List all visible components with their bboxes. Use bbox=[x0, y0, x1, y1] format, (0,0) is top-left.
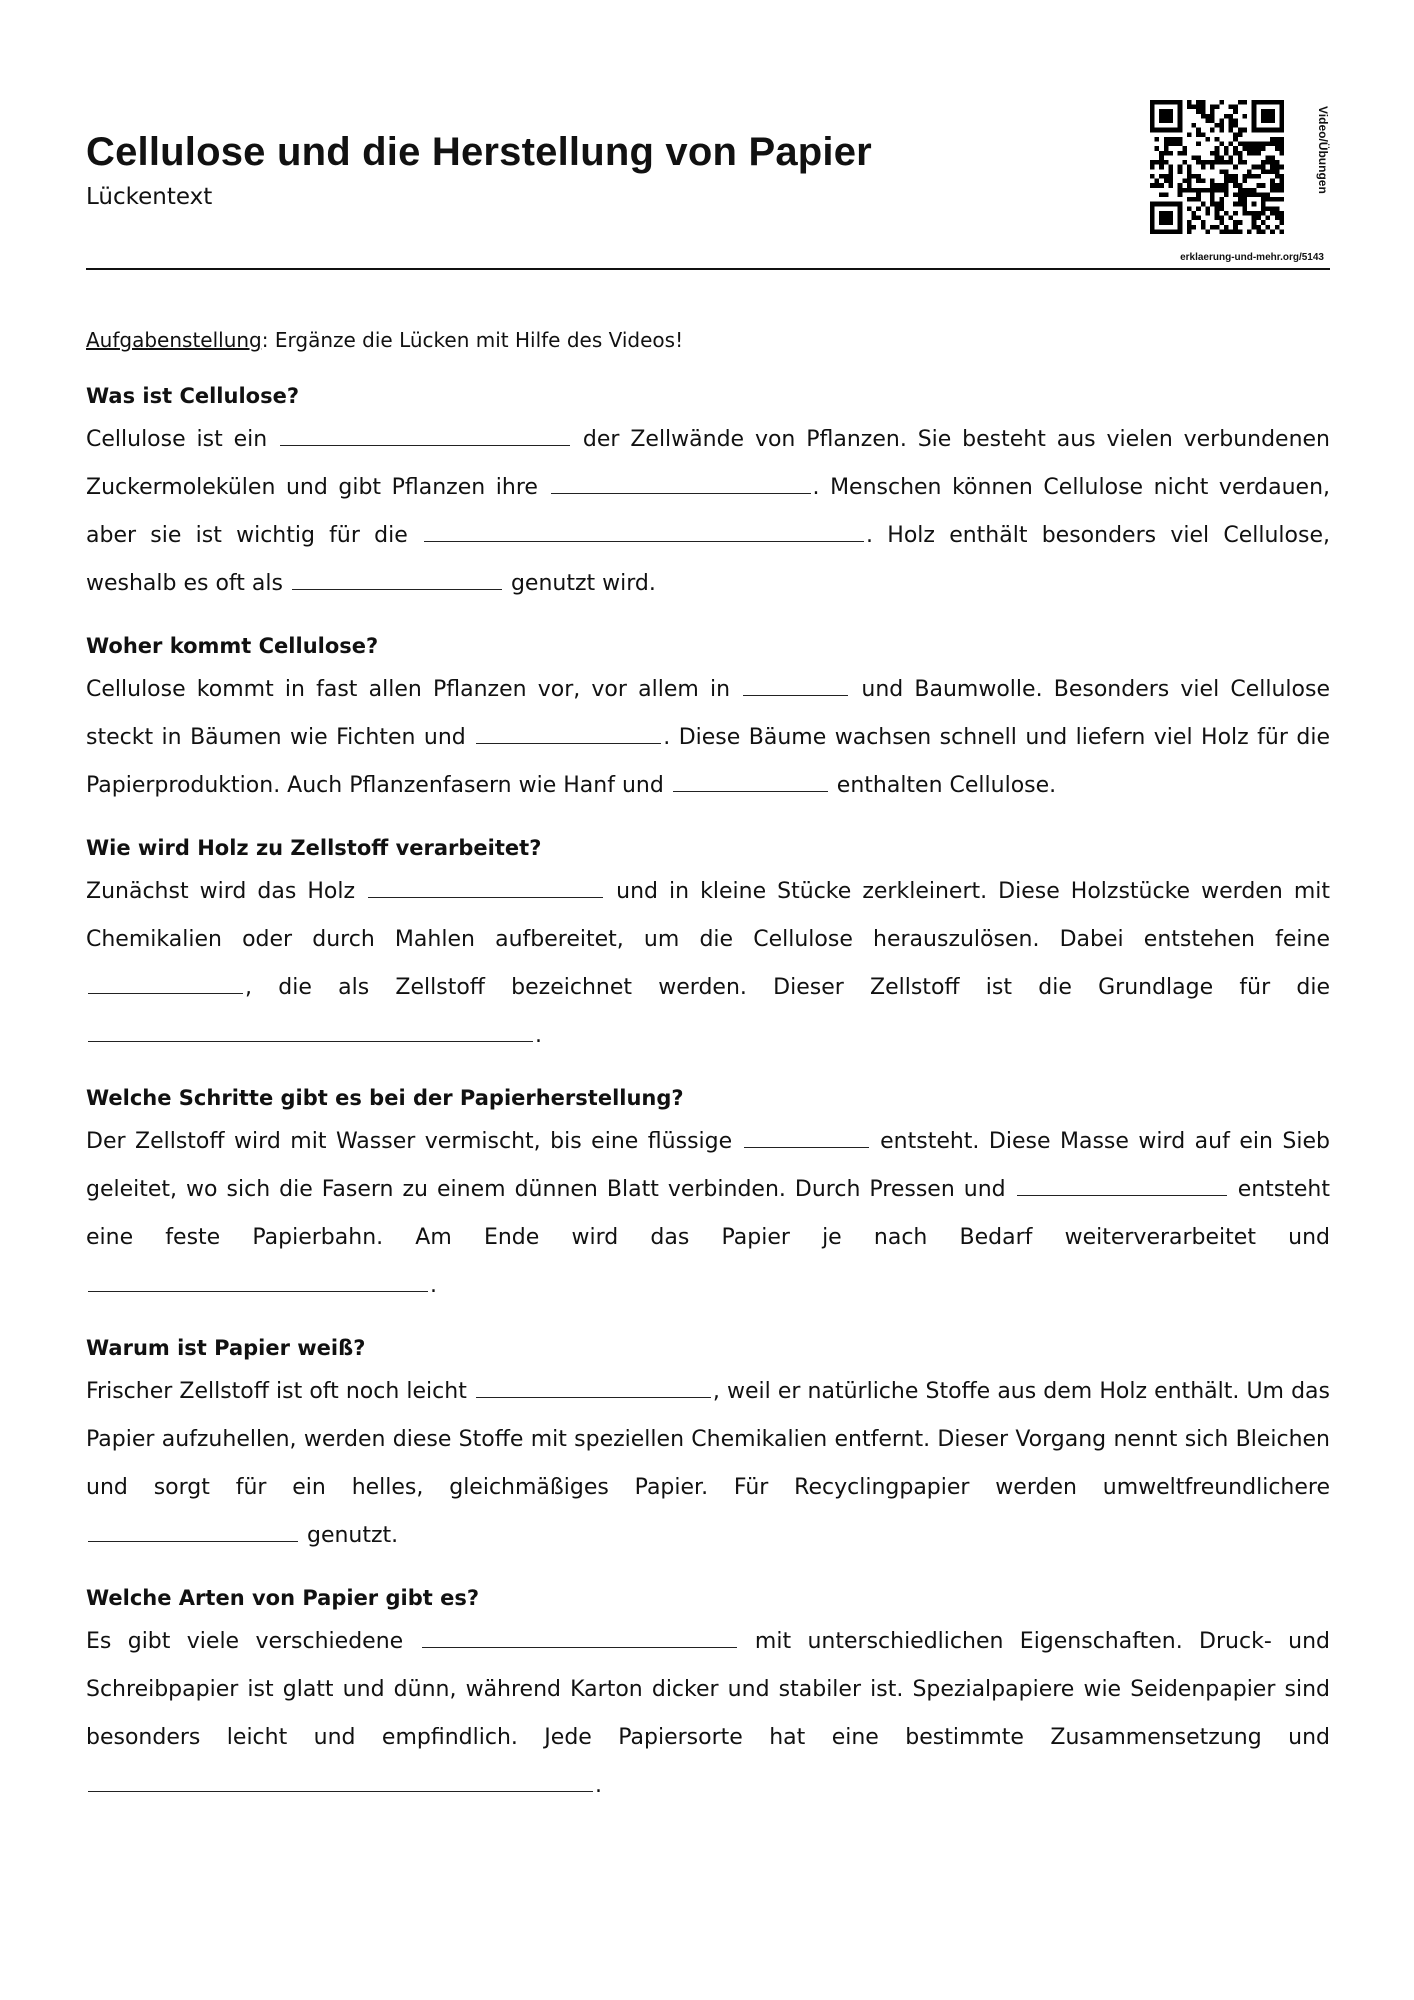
section-heading: Welche Schritte gibt es bei der Papierherstellung? bbox=[86, 1086, 684, 1110]
blank-gap[interactable] bbox=[422, 1627, 737, 1648]
section-text bbox=[86, 666, 1330, 810]
text-fragment: Frischer Zellstoff ist oft noch leicht bbox=[86, 1379, 474, 1404]
header-divider bbox=[86, 268, 1330, 270]
qr-code-icon[interactable] bbox=[1150, 100, 1284, 234]
text-fragment: und in kleine Stücke zerkleinert. Diese Holzstücke werden mit Chemikalien oder durch Mahlen aufbereitet, um die Cellulose herauszulösen. Dabei entstehen feine bbox=[86, 879, 1330, 952]
text-fragment: , weil er natürliche Stoffe aus dem Holz enthält. Um das Papier aufzuhellen, werden diese Stoffe mit speziellen Chemikalien entfernt. Dieser Vorgang nennt sich Bleichen und sorgt für ein helles, gleichmäßiges Papier. Für Recyclingpapier werden umweltfreundlichere bbox=[86, 1379, 1330, 1500]
section-text bbox=[86, 1118, 1330, 1310]
blank-gap[interactable] bbox=[292, 569, 502, 590]
text-fragment: Der Zellstoff wird mit Wasser vermischt, bis eine flüssige bbox=[86, 1129, 742, 1154]
worksheet-title: Cellulose und die Herstellung von Papier bbox=[86, 130, 872, 174]
section bbox=[86, 828, 1330, 1060]
source-url[interactable]: erklaerung-und-mehr.org/5143 bbox=[1180, 252, 1324, 263]
blank-gap[interactable] bbox=[424, 521, 864, 542]
section-text bbox=[86, 868, 1330, 1060]
text-fragment: . bbox=[535, 1023, 542, 1048]
blank-gap[interactable] bbox=[88, 1771, 593, 1792]
blank-gap[interactable] bbox=[743, 675, 848, 696]
text-fragment: . Menschen können Cellulose nicht verdauen, aber sie ist wichtig für die bbox=[86, 475, 1330, 548]
section-heading: Woher kommt Cellulose? bbox=[86, 634, 379, 658]
section bbox=[86, 1578, 1330, 1810]
text-fragment: . Holz enthält besonders viel Cellulose, weshalb es oft als bbox=[86, 523, 1330, 596]
worksheet-header bbox=[86, 100, 1330, 270]
blank-gap[interactable] bbox=[744, 1127, 869, 1148]
blank-gap[interactable] bbox=[88, 1021, 533, 1042]
qr-label: Video/Übungen bbox=[1316, 106, 1330, 194]
blank-gap[interactable] bbox=[1017, 1175, 1227, 1196]
text-fragment: , die als Zellstoff bezeichnet werden. Dieser Zellstoff ist die Grundlage für die bbox=[245, 975, 1330, 1000]
sections-container bbox=[86, 376, 1330, 1810]
blank-gap[interactable] bbox=[280, 425, 570, 446]
blank-gap[interactable] bbox=[551, 473, 811, 494]
text-fragment: entsteht eine feste Papierbahn. Am Ende wird das Papier je nach Bedarf weiterverarbeitet und bbox=[86, 1177, 1330, 1250]
text-fragment: Es gibt viele verschiedene bbox=[86, 1629, 420, 1654]
task-label: Aufgabenstellung bbox=[86, 328, 262, 352]
blank-gap[interactable] bbox=[88, 1521, 298, 1542]
section bbox=[86, 1328, 1330, 1560]
text-fragment: entsteht. Diese Masse wird auf ein Sieb geleitet, wo sich die Fasern zu einem dünnen Blatt verbinden. Durch Pressen und bbox=[86, 1129, 1330, 1202]
blank-gap[interactable] bbox=[88, 1271, 428, 1292]
section bbox=[86, 376, 1330, 608]
section-text bbox=[86, 416, 1330, 608]
text-fragment: mit unterschiedlichen Eigenschaften. Druck- und Schreibpapier ist glatt und dünn, während Karton dicker und stabiler ist. Spezialpapiere wie Seidenpapier sind besonders leicht und empfindlich. Jede Papiersorte hat eine bestimmte Zusammensetzung und bbox=[86, 1629, 1330, 1750]
text-fragment: genutzt wird. bbox=[503, 571, 656, 596]
text-fragment: genutzt. bbox=[300, 1523, 399, 1548]
blank-gap[interactable] bbox=[476, 1377, 711, 1398]
blank-gap[interactable] bbox=[88, 973, 243, 994]
section bbox=[86, 1078, 1330, 1310]
text-fragment: Zunächst wird das Holz bbox=[86, 879, 367, 904]
section-text bbox=[86, 1618, 1330, 1810]
section-heading: Was ist Cellulose? bbox=[86, 384, 299, 408]
text-fragment: enthalten Cellulose. bbox=[829, 773, 1057, 798]
text-fragment: . Diese Bäume wachsen schnell und liefern viel Holz für die Papierproduktion. Auch Pflanzenfasern wie Hanf und bbox=[86, 725, 1331, 798]
text-fragment: . bbox=[595, 1773, 602, 1798]
task-instruction bbox=[86, 320, 1330, 360]
section bbox=[86, 626, 1330, 810]
text-fragment: . bbox=[430, 1273, 437, 1298]
blank-gap[interactable] bbox=[476, 723, 661, 744]
blank-gap[interactable] bbox=[368, 877, 603, 898]
text-fragment: Cellulose ist ein bbox=[86, 427, 279, 452]
section-heading: Warum ist Papier weiß? bbox=[86, 1336, 366, 1360]
section-text bbox=[86, 1368, 1330, 1560]
worksheet-body bbox=[86, 320, 1330, 1828]
blank-gap[interactable] bbox=[673, 771, 828, 792]
text-fragment: Cellulose kommt in fast allen Pflanzen vor, vor allem in bbox=[86, 677, 742, 702]
worksheet-subtitle: Lückentext bbox=[86, 184, 213, 210]
task-text: : Ergänze die Lücken mit Hilfe des Videos! bbox=[261, 328, 684, 352]
text-fragment: der Zellwände von Pflanzen. Sie besteht aus vielen verbundenen Zuckermolekülen und gibt Pflanzen ihre bbox=[86, 427, 1331, 500]
text-fragment: und Baumwolle. Besonders viel Cellulose steckt in Bäumen wie Fichten und bbox=[86, 677, 1330, 750]
section-heading: Welche Arten von Papier gibt es? bbox=[86, 1586, 480, 1610]
section-heading: Wie wird Holz zu Zellstoff verarbeitet? bbox=[86, 836, 542, 860]
